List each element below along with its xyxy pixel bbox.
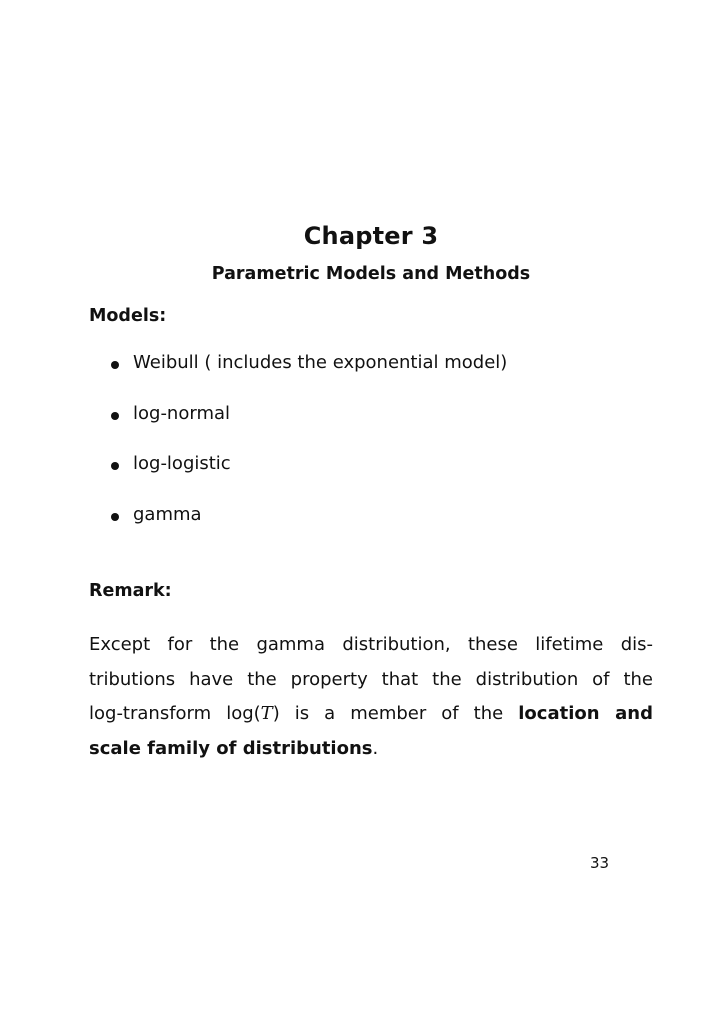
- bullet-icon: [111, 462, 119, 470]
- list-item-text: gamma: [133, 503, 202, 525]
- list-item-text: log-normal: [133, 402, 231, 424]
- list-item: [108, 453, 507, 504]
- models-heading: Models:: [89, 306, 167, 326]
- list-item: [108, 403, 507, 454]
- emphasis-text: location and: [518, 703, 653, 724]
- paragraph-line: [89, 732, 653, 767]
- paragraph-line: Except for the gamma distribution, these lifetime dis-: [89, 634, 653, 655]
- list-item-text: log-logistic: [133, 453, 231, 474]
- text-fragment: ) is a member of the: [272, 703, 519, 724]
- remark-paragraph: [89, 628, 653, 766]
- list-item: [108, 352, 507, 403]
- text-fragment: .: [372, 737, 379, 759]
- list-item: [108, 504, 507, 555]
- bullet-icon: [111, 361, 119, 369]
- models-list: [108, 352, 507, 554]
- math-variable: T: [260, 703, 273, 724]
- emphasis-text: scale family of distributions: [89, 737, 373, 759]
- chapter-subtitle: Parametric Models and Methods: [211, 264, 531, 284]
- bullet-icon: [111, 513, 119, 521]
- paragraph-line: tributions have the property that the distribution of the: [89, 668, 653, 690]
- paragraph-line: [89, 697, 653, 732]
- text-fragment: log-transform log(: [89, 703, 261, 724]
- chapter-title: Chapter 3: [303, 222, 439, 250]
- remark-heading: Remark:: [89, 581, 172, 601]
- list-item-text: Weibull ( includes the exponential model): [133, 352, 508, 373]
- page-number: 33: [590, 854, 610, 872]
- bullet-icon: [111, 412, 119, 420]
